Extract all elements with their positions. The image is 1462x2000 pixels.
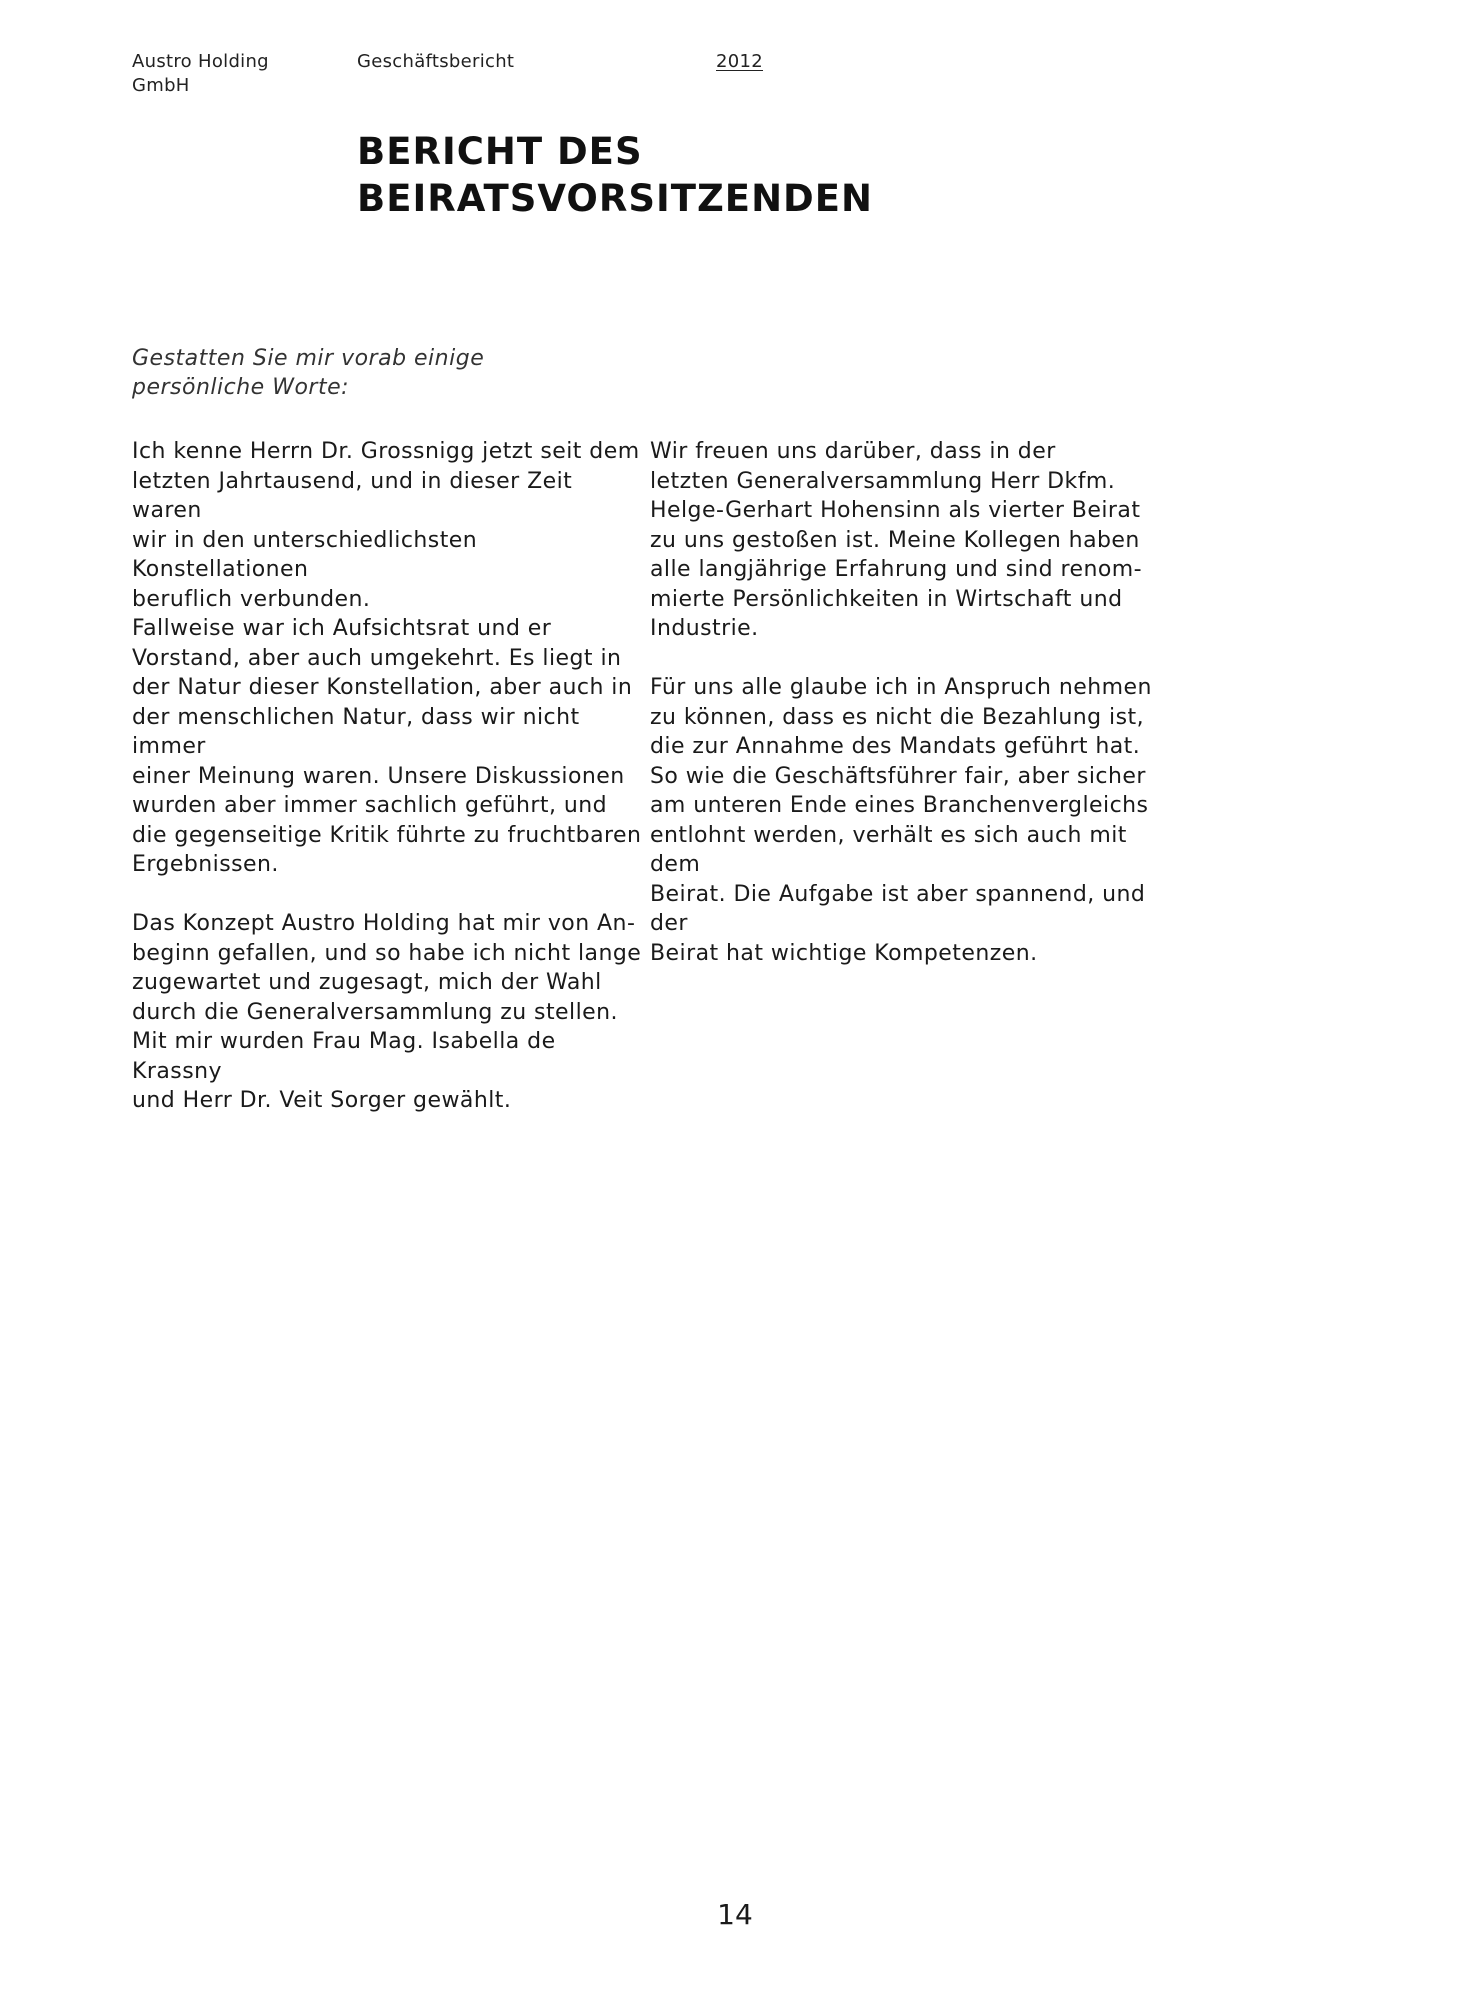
right-text-column [650, 437, 1160, 998]
intro-text: Gestatten Sie mir vorab einige persönliche Worte: [132, 346, 485, 400]
left-paragraph-1: Ich kenne Herrn Dr. Grossnigg jetzt seit dem letzten Jahrtausend, und in dieser Zeit waren wir in den unterschiedlichsten Konstellationen beruflich verbunden. Fallweise war ich Aufsichtsrat und er Vorstand, aber auch umgekehrt. Es liegt in der Natur dieser Konstellation, aber auch in der menschlichen Natur, dass wir nicht immer einer Meinung waren. Unsere Diskussionen wurden aber immer sachlich geführt, und die gegenseitige Kritik führte zu fruchtbaren Ergebnissen. [132, 439, 642, 877]
header-document-type: Geschäftsbericht [357, 51, 515, 72]
left-paragraph-2: Das Konzept Austro Holding hat mir von An- beginn gefallen, und so habe ich nicht lange zugewartet und zugesagt, mich der Wahl durch die Generalversammlung zu stellen. Mit mir wurden Frau Mag. Isabella de Krassny und Herr Dr. Veit Sorger gewählt. [132, 911, 642, 1113]
header-year: 2012 [716, 51, 764, 72]
right-paragraph-2: Für uns alle glaube ich in Anspruch nehmen zu können, dass es nicht die Bezahlung ist, die zur Annahme des Mandats geführt hat. So wie die Geschäftsführer fair, aber sicher am unteren Ende eines Branchenvergleichs entlohnt werden, verhält es sich auch mit dem Beirat. Die Aufgabe ist aber spannend, und der Beirat hat wichtige Kompetenzen. [650, 675, 1152, 966]
page-number: 14 [717, 1898, 753, 1931]
left-text-column [132, 437, 642, 1145]
header-company-name: Austro Holding GmbH [132, 51, 269, 96]
right-paragraph-1: Wir freuen uns darüber, dass in der letzten Generalversammlung Herr Dkfm. Helge-Gerhart Hohensinn als vierter Beirat zu uns gestoßen ist. Meine Kollegen haben alle langjährige Erfahrung und sind renom- mierte Persönlichkeiten in Wirtschaft und Industrie. [650, 439, 1143, 641]
page-title: BERICHT DES BEIRATSVORSITZENDEN [357, 130, 873, 220]
